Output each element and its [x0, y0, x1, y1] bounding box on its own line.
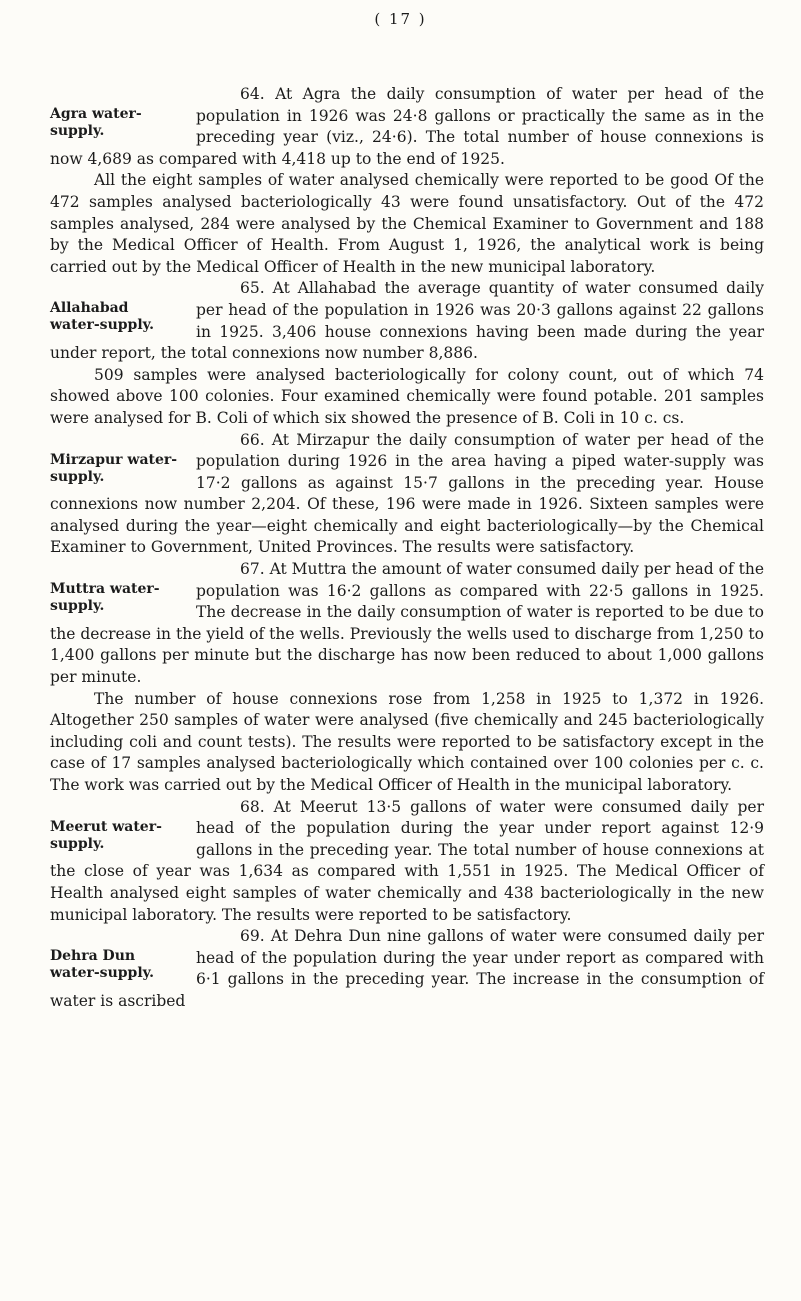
sidenote-agra: Agra water-supply.	[50, 106, 142, 139]
paragraph-text: At Allahabad the average quantity of water consumed daily per head of the population in 1926 was 20·3 gallons against 22 gallons in 1925. 3,406 house connexions having been made during the year under report, the total connexions now number 8,886.	[50, 279, 764, 363]
paragraph: All the eight samples of water analysed chemically were reported to be good Of the 472 samples analysed bacteriologically 43 were found unsatisfactory. Out of the 472 samples analysed, 284 were analysed by the Chemical Examiner to Government and 188 by the Medical Officer of Health. From August 1, 1926, the analytical work is being carried out by the Medical Officer of Health in the new municipal laboratory.	[50, 171, 764, 276]
paragraph	[50, 430, 764, 560]
section-agra	[50, 84, 764, 278]
page-number: ( 17 )	[374, 10, 427, 28]
paragraph: 509 samples were analysed bacteriologically for colony count, out of which 74 showed above 100 colonies. Four examined chemically were found potable. 201 samples were analysed for B. Coli of which six showed the presence of B. Coli in 10 c. cs.	[50, 365, 764, 427]
section-allahabad	[50, 278, 764, 429]
section-number: 67.	[240, 560, 265, 579]
section-number: 64.	[240, 85, 265, 103]
section-dehra-dun	[50, 926, 764, 1012]
section-number: 69.	[240, 927, 265, 946]
paragraph-text: At Dehra Dun nine gallons of water were consumed daily per head of the population during the year under report as compared with 6·1 gallons in the preceding year. The increase in the consumption of water is ascribed	[50, 927, 764, 1010]
report-body	[50, 84, 764, 1013]
sidenote-allahabad: Allahabad water-supply.	[50, 300, 155, 334]
section-number: 66.	[240, 430, 265, 449]
paragraph-text: At Meerut 13·5 gallons of water were consumed daily per head of the population during the year under report against 12·9 gallons in the preceding year. The total number of house connexions at the close of year was 1,634 as compared with 1,551 in 1925. The Medical Officer of Health analysed eight samples of water chemically and 438 bacteriologically in the new municipal laboratory. The results were reported to be satisfactory.	[50, 797, 764, 924]
paragraph-text: At Muttra the amount of water consumed daily per head of the population was 16·2 gallons as compared with 22·5 gallons in 1925. The decrease in the daily consumption of water is reported to be due to the decrease in the yield of the wells. Previously the wells used to discharge from 1,250 to 1,400 gallons per minute but the discharge has now been reduced to about 1,000 gallons per minute.	[50, 560, 764, 687]
paragraph	[50, 797, 764, 927]
paragraph: The number of house connexions rose from 1,258 in 1925 to 1,372 in 1926. Altogether 250 samples of water were analysed (five chemically and 245 bacteriologically including coli and count tests). The results were reported to be satisfactory except in the case of 17 samples analysed bacteriologically which contained over 100 colonies per c. c. The work was carried out by the Medical Officer of Health in the municipal laboratory.	[50, 689, 764, 794]
paragraph-text: At Mirzapur the daily consumption of water per head of the population during 1926 in the area having a piped water-supply was 17·2 gallons as against 15·7 gallons in the preceding year. House connexions now number 2,204. Of these, 196 were made in 1926. Sixteen samples were analysed during the year—eight chemically and eight bacteriologically—by the Chemical Examiner to Government, United Provinces. The results were satisfactory.	[50, 430, 764, 557]
paragraph	[50, 559, 764, 689]
sidenote-meerut: Meerut water-supply.	[50, 818, 162, 852]
sidenote-dehra-dun: Dehra Dun water-supply.	[50, 948, 155, 982]
sidenote-mirzapur: Mirzapur water-supply.	[50, 451, 178, 485]
section-mirzapur	[50, 430, 764, 560]
sidenote-muttra: Muttra water-supply.	[50, 581, 160, 615]
section-meerut	[50, 797, 764, 927]
section-number: 68.	[240, 797, 265, 816]
section-muttra	[50, 559, 764, 797]
paragraph-text: At Agra the daily consumption of water per head of the population in 1926 was 24·8 gallons or practically the same as in the preceding year (viz., 24·6). The total number of house connexions is now 4,689 as compared with 4,418 up to the end of 1925.	[50, 85, 765, 168]
section-number: 65.	[240, 279, 265, 298]
